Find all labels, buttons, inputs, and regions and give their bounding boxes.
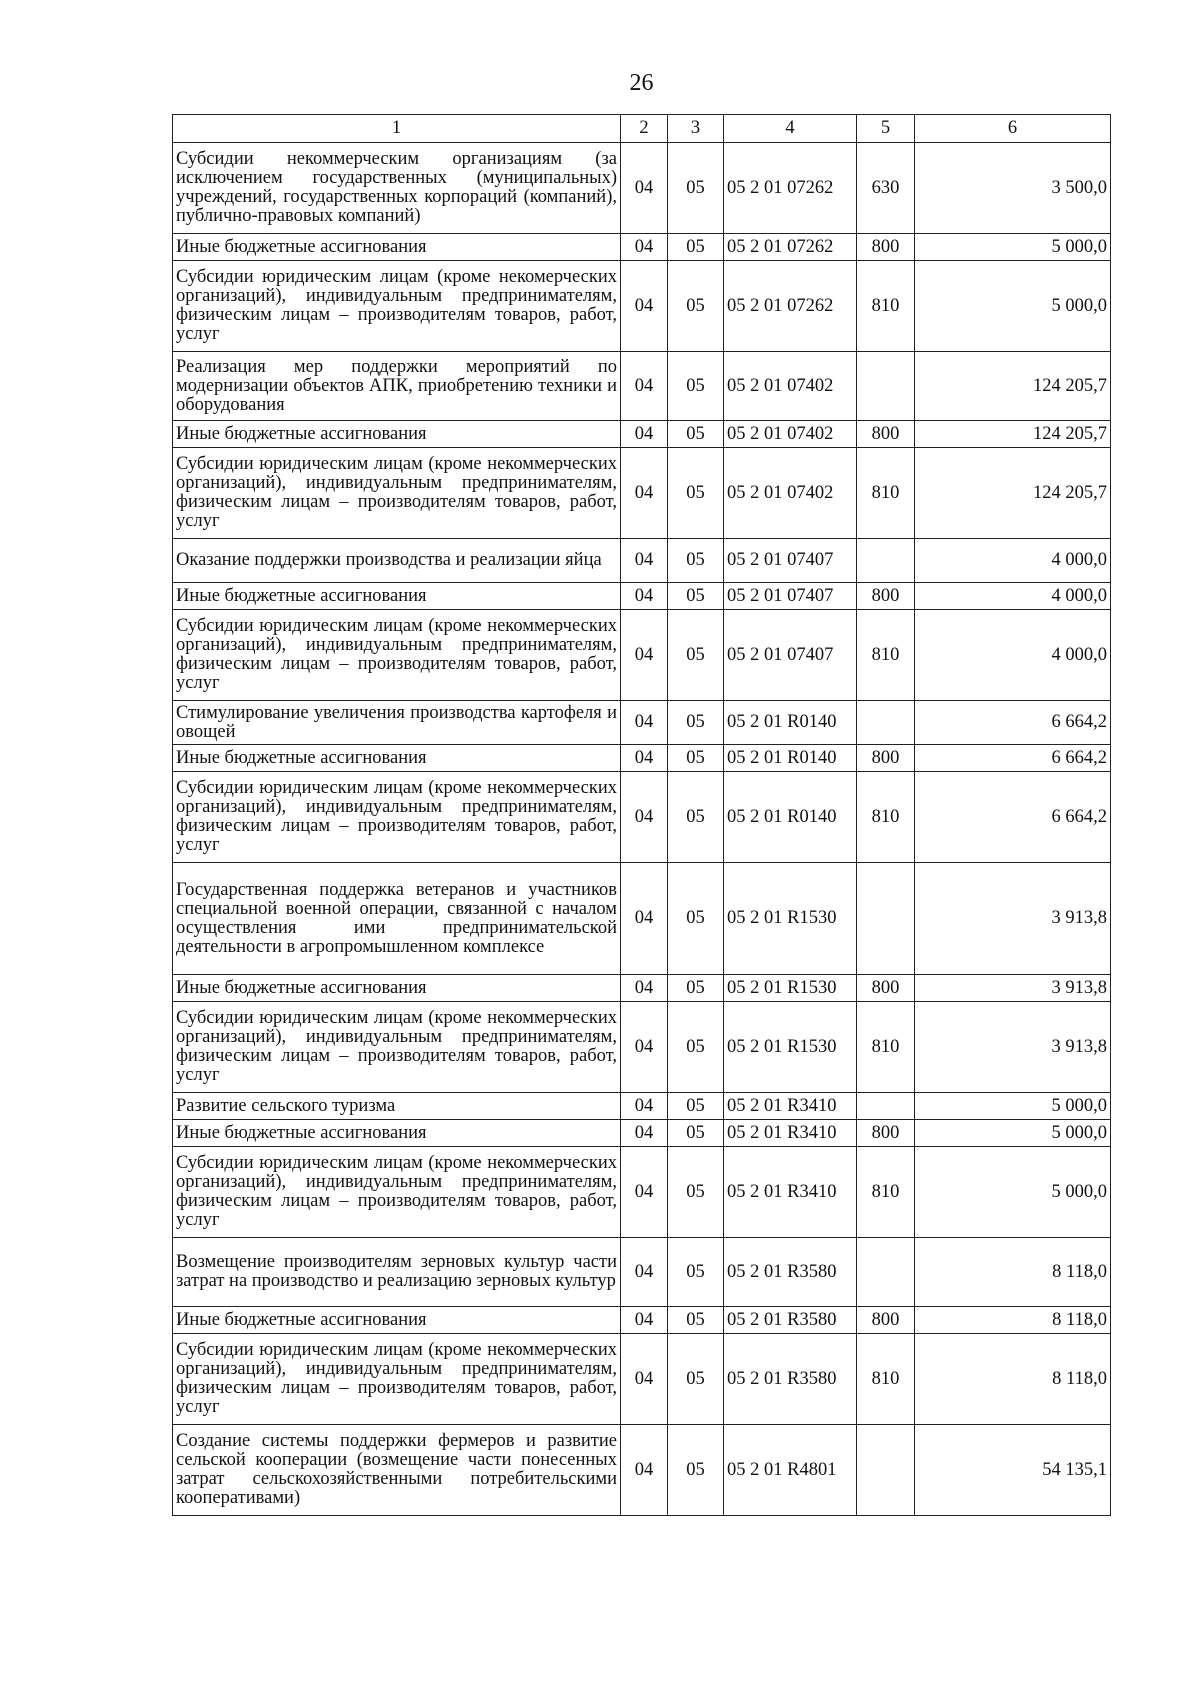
row-target-code-cell: 05 2 01 07262 [724, 234, 857, 261]
row-expense-type-cell: 810 [857, 448, 915, 539]
row-target-code-cell: 05 2 01 R3410 [724, 1147, 857, 1238]
row-expense-type-cell [857, 701, 915, 745]
row-expense-type-cell: 800 [857, 1307, 915, 1334]
row-section-cell: 04 [621, 352, 668, 421]
row-target-code-cell: 05 2 01 07402 [724, 421, 857, 448]
row-name-cell: Иные бюджетные ассигнования [173, 1307, 621, 1334]
row-expense-type-cell [857, 352, 915, 421]
header-col-5: 5 [857, 115, 915, 143]
row-name-cell: Субсидии юридическим лицам (кроме некоммерческих организаций), индивидуальным предпринимателям, физическим лицам – производителям товаров, работ, услуг [173, 1147, 621, 1238]
table-row [173, 701, 1111, 745]
row-expense-type-cell: 810 [857, 1002, 915, 1093]
row-section-cell: 04 [621, 610, 668, 701]
row-amount-cell: 3 913,8 [915, 975, 1111, 1002]
row-section-cell: 04 [621, 1307, 668, 1334]
row-subsection-cell: 05 [668, 745, 724, 772]
row-expense-type-cell: 800 [857, 1120, 915, 1147]
row-name-cell: Реализация мер поддержки мероприятий по модернизации объектов АПК, приобретению техники и оборудования [173, 352, 621, 421]
row-section-cell: 04 [621, 539, 668, 583]
row-subsection-cell: 05 [668, 1093, 724, 1120]
row-subsection-cell: 05 [668, 863, 724, 975]
row-amount-cell: 5 000,0 [915, 1147, 1111, 1238]
row-name-cell: Субсидии юридическим лицам (кроме некоммерческих организаций), индивидуальным предпринимателям, физическим лицам – производителям товаров, работ, услуг [173, 610, 621, 701]
row-expense-type-cell: 800 [857, 583, 915, 610]
row-name-cell: Иные бюджетные ассигнования [173, 975, 621, 1002]
row-expense-type-cell: 810 [857, 261, 915, 352]
row-name-cell: Субсидии юридическим лицам (кроме некоммерческих организаций), индивидуальным предпринимателям, физическим лицам – производителям товаров, работ, услуг [173, 1002, 621, 1093]
row-subsection-cell: 05 [668, 1425, 724, 1516]
table-row [173, 1002, 1111, 1093]
row-section-cell: 04 [621, 772, 668, 863]
row-subsection-cell: 05 [668, 1147, 724, 1238]
row-target-code-cell: 05 2 01 07407 [724, 583, 857, 610]
table-row [173, 1120, 1111, 1147]
row-amount-cell: 3 913,8 [915, 1002, 1111, 1093]
row-amount-cell: 3 500,0 [915, 143, 1111, 234]
row-section-cell: 04 [621, 745, 668, 772]
row-amount-cell: 4 000,0 [915, 583, 1111, 610]
header-row [173, 115, 1111, 143]
row-amount-cell: 6 664,2 [915, 745, 1111, 772]
row-name-cell: Иные бюджетные ассигнования [173, 421, 621, 448]
row-name-cell: Государственная поддержка ветеранов и участников специальной военной операции, связанной с началом осуществления ими предпринимательской деятельности в агропромышленном комплексе [173, 863, 621, 975]
row-subsection-cell: 05 [668, 1002, 724, 1093]
row-subsection-cell: 05 [668, 701, 724, 745]
row-section-cell: 04 [621, 261, 668, 352]
row-subsection-cell: 05 [668, 539, 724, 583]
row-target-code-cell: 05 2 01 R1530 [724, 1002, 857, 1093]
page-number: 26 [629, 70, 654, 96]
row-target-code-cell: 05 2 01 07402 [724, 448, 857, 539]
row-target-code-cell: 05 2 01 R3410 [724, 1093, 857, 1120]
header-col-2: 2 [621, 115, 668, 143]
row-amount-cell: 124 205,7 [915, 448, 1111, 539]
row-name-cell: Иные бюджетные ассигнования [173, 583, 621, 610]
header-col-4: 4 [724, 115, 857, 143]
row-target-code-cell: 05 2 01 R3580 [724, 1238, 857, 1307]
row-target-code-cell: 05 2 01 07402 [724, 352, 857, 421]
row-target-code-cell: 05 2 01 R0140 [724, 745, 857, 772]
row-section-cell: 04 [621, 975, 668, 1002]
row-expense-type-cell: 810 [857, 772, 915, 863]
row-subsection-cell: 05 [668, 234, 724, 261]
row-subsection-cell: 05 [668, 772, 724, 863]
row-amount-cell: 124 205,7 [915, 421, 1111, 448]
row-subsection-cell: 05 [668, 975, 724, 1002]
table-row [173, 1425, 1111, 1516]
row-subsection-cell: 05 [668, 1238, 724, 1307]
row-expense-type-cell: 800 [857, 234, 915, 261]
row-name-cell: Оказание поддержки производства и реализации яйца [173, 539, 621, 583]
row-amount-cell: 4 000,0 [915, 539, 1111, 583]
row-name-cell: Субсидии некоммерческим организациям (за исключением государственных (муниципальных) учреждений, государственных корпораций (компаний), публично-правовых компаний) [173, 143, 621, 234]
table-row [173, 352, 1111, 421]
row-amount-cell: 5 000,0 [915, 234, 1111, 261]
row-section-cell: 04 [621, 1425, 668, 1516]
row-name-cell: Иные бюджетные ассигнования [173, 234, 621, 261]
row-name-cell: Создание системы поддержки фермеров и развитие сельской кооперации (возмещение части понесенных затрат сельскохозяйственными потребительскими кооперативами) [173, 1425, 621, 1516]
row-name-cell: Стимулирование увеличения производства картофеля и овощей [173, 701, 621, 745]
row-section-cell: 04 [621, 421, 668, 448]
table-row [173, 863, 1111, 975]
row-amount-cell: 8 118,0 [915, 1238, 1111, 1307]
table-row [173, 421, 1111, 448]
row-amount-cell: 6 664,2 [915, 701, 1111, 745]
row-target-code-cell: 05 2 01 R1530 [724, 975, 857, 1002]
row-name-cell: Субсидии юридическим лицам (кроме некоммерческих организаций), индивидуальным предпринимателям, физическим лицам – производителям товаров, работ, услуг [173, 1334, 621, 1425]
row-target-code-cell: 05 2 01 07262 [724, 143, 857, 234]
row-expense-type-cell [857, 1093, 915, 1120]
row-expense-type-cell: 800 [857, 975, 915, 1002]
row-name-cell: Субсидии юридическим лицам (кроме некоммерческих организаций), индивидуальным предпринимателям, физическим лицам – производителям товаров, работ, услуг [173, 772, 621, 863]
row-target-code-cell: 05 2 01 R3410 [724, 1120, 857, 1147]
row-target-code-cell: 05 2 01 R0140 [724, 701, 857, 745]
row-amount-cell: 5 000,0 [915, 261, 1111, 352]
row-subsection-cell: 05 [668, 352, 724, 421]
table-row [173, 448, 1111, 539]
row-section-cell: 04 [621, 1002, 668, 1093]
row-target-code-cell: 05 2 01 R3580 [724, 1307, 857, 1334]
row-expense-type-cell [857, 1238, 915, 1307]
table-row [173, 1093, 1111, 1120]
table-row [173, 1238, 1111, 1307]
row-target-code-cell: 05 2 01 R1530 [724, 863, 857, 975]
row-subsection-cell: 05 [668, 583, 724, 610]
table-row [173, 143, 1111, 234]
row-name-cell: Иные бюджетные ассигнования [173, 745, 621, 772]
row-target-code-cell: 05 2 01 07407 [724, 539, 857, 583]
row-section-cell: 04 [621, 1093, 668, 1120]
row-section-cell: 04 [621, 583, 668, 610]
row-subsection-cell: 05 [668, 1334, 724, 1425]
row-subsection-cell: 05 [668, 1120, 724, 1147]
row-target-code-cell: 05 2 01 R0140 [724, 772, 857, 863]
table-row [173, 772, 1111, 863]
row-name-cell: Субсидии юридическим лицам (кроме некоммерческих организаций), индивидуальным предпринимателям, физическим лицам – производителям товаров, работ, услуг [173, 448, 621, 539]
table-row [173, 234, 1111, 261]
row-section-cell: 04 [621, 1120, 668, 1147]
row-section-cell: 04 [621, 234, 668, 261]
row-target-code-cell: 05 2 01 07407 [724, 610, 857, 701]
row-section-cell: 04 [621, 448, 668, 539]
row-expense-type-cell [857, 1425, 915, 1516]
row-section-cell: 04 [621, 1238, 668, 1307]
budget-table [172, 114, 1111, 1516]
row-name-cell: Развитие сельского туризма [173, 1093, 621, 1120]
row-section-cell: 04 [621, 701, 668, 745]
row-expense-type-cell: 810 [857, 610, 915, 701]
row-subsection-cell: 05 [668, 610, 724, 701]
row-name-cell: Субсидии юридическим лицам (кроме некомерческих организаций), индивидуальным предпринимателям, физическим лицам – производителям товаров, работ, услуг [173, 261, 621, 352]
row-amount-cell: 4 000,0 [915, 610, 1111, 701]
row-amount-cell: 8 118,0 [915, 1334, 1111, 1425]
row-target-code-cell: 05 2 01 07262 [724, 261, 857, 352]
row-target-code-cell: 05 2 01 R4801 [724, 1425, 857, 1516]
row-amount-cell: 5 000,0 [915, 1120, 1111, 1147]
row-amount-cell: 5 000,0 [915, 1093, 1111, 1120]
row-subsection-cell: 05 [668, 143, 724, 234]
table-row [173, 610, 1111, 701]
row-expense-type-cell: 810 [857, 1334, 915, 1425]
row-target-code-cell: 05 2 01 R3580 [724, 1334, 857, 1425]
row-name-cell: Иные бюджетные ассигнования [173, 1120, 621, 1147]
row-section-cell: 04 [621, 863, 668, 975]
table-row [173, 1307, 1111, 1334]
table-row [173, 975, 1111, 1002]
table-row [173, 1334, 1111, 1425]
row-subsection-cell: 05 [668, 421, 724, 448]
row-amount-cell: 3 913,8 [915, 863, 1111, 975]
row-subsection-cell: 05 [668, 1307, 724, 1334]
table-row [173, 539, 1111, 583]
row-expense-type-cell: 630 [857, 143, 915, 234]
row-section-cell: 04 [621, 1334, 668, 1425]
row-expense-type-cell [857, 539, 915, 583]
header-col-6: 6 [915, 115, 1111, 143]
row-amount-cell: 124 205,7 [915, 352, 1111, 421]
row-amount-cell: 54 135,1 [915, 1425, 1111, 1516]
table-row [173, 745, 1111, 772]
table-row [173, 1147, 1111, 1238]
row-expense-type-cell: 800 [857, 421, 915, 448]
row-subsection-cell: 05 [668, 261, 724, 352]
row-expense-type-cell: 810 [857, 1147, 915, 1238]
row-section-cell: 04 [621, 1147, 668, 1238]
row-name-cell: Возмещение производителям зерновых культур части затрат на производство и реализацию зерновых культур [173, 1238, 621, 1307]
header-col-3: 3 [668, 115, 724, 143]
header-col-1: 1 [173, 115, 621, 143]
table-row [173, 261, 1111, 352]
row-expense-type-cell [857, 863, 915, 975]
row-section-cell: 04 [621, 143, 668, 234]
row-amount-cell: 6 664,2 [915, 772, 1111, 863]
row-amount-cell: 8 118,0 [915, 1307, 1111, 1334]
row-expense-type-cell: 800 [857, 745, 915, 772]
table-row [173, 583, 1111, 610]
row-subsection-cell: 05 [668, 448, 724, 539]
